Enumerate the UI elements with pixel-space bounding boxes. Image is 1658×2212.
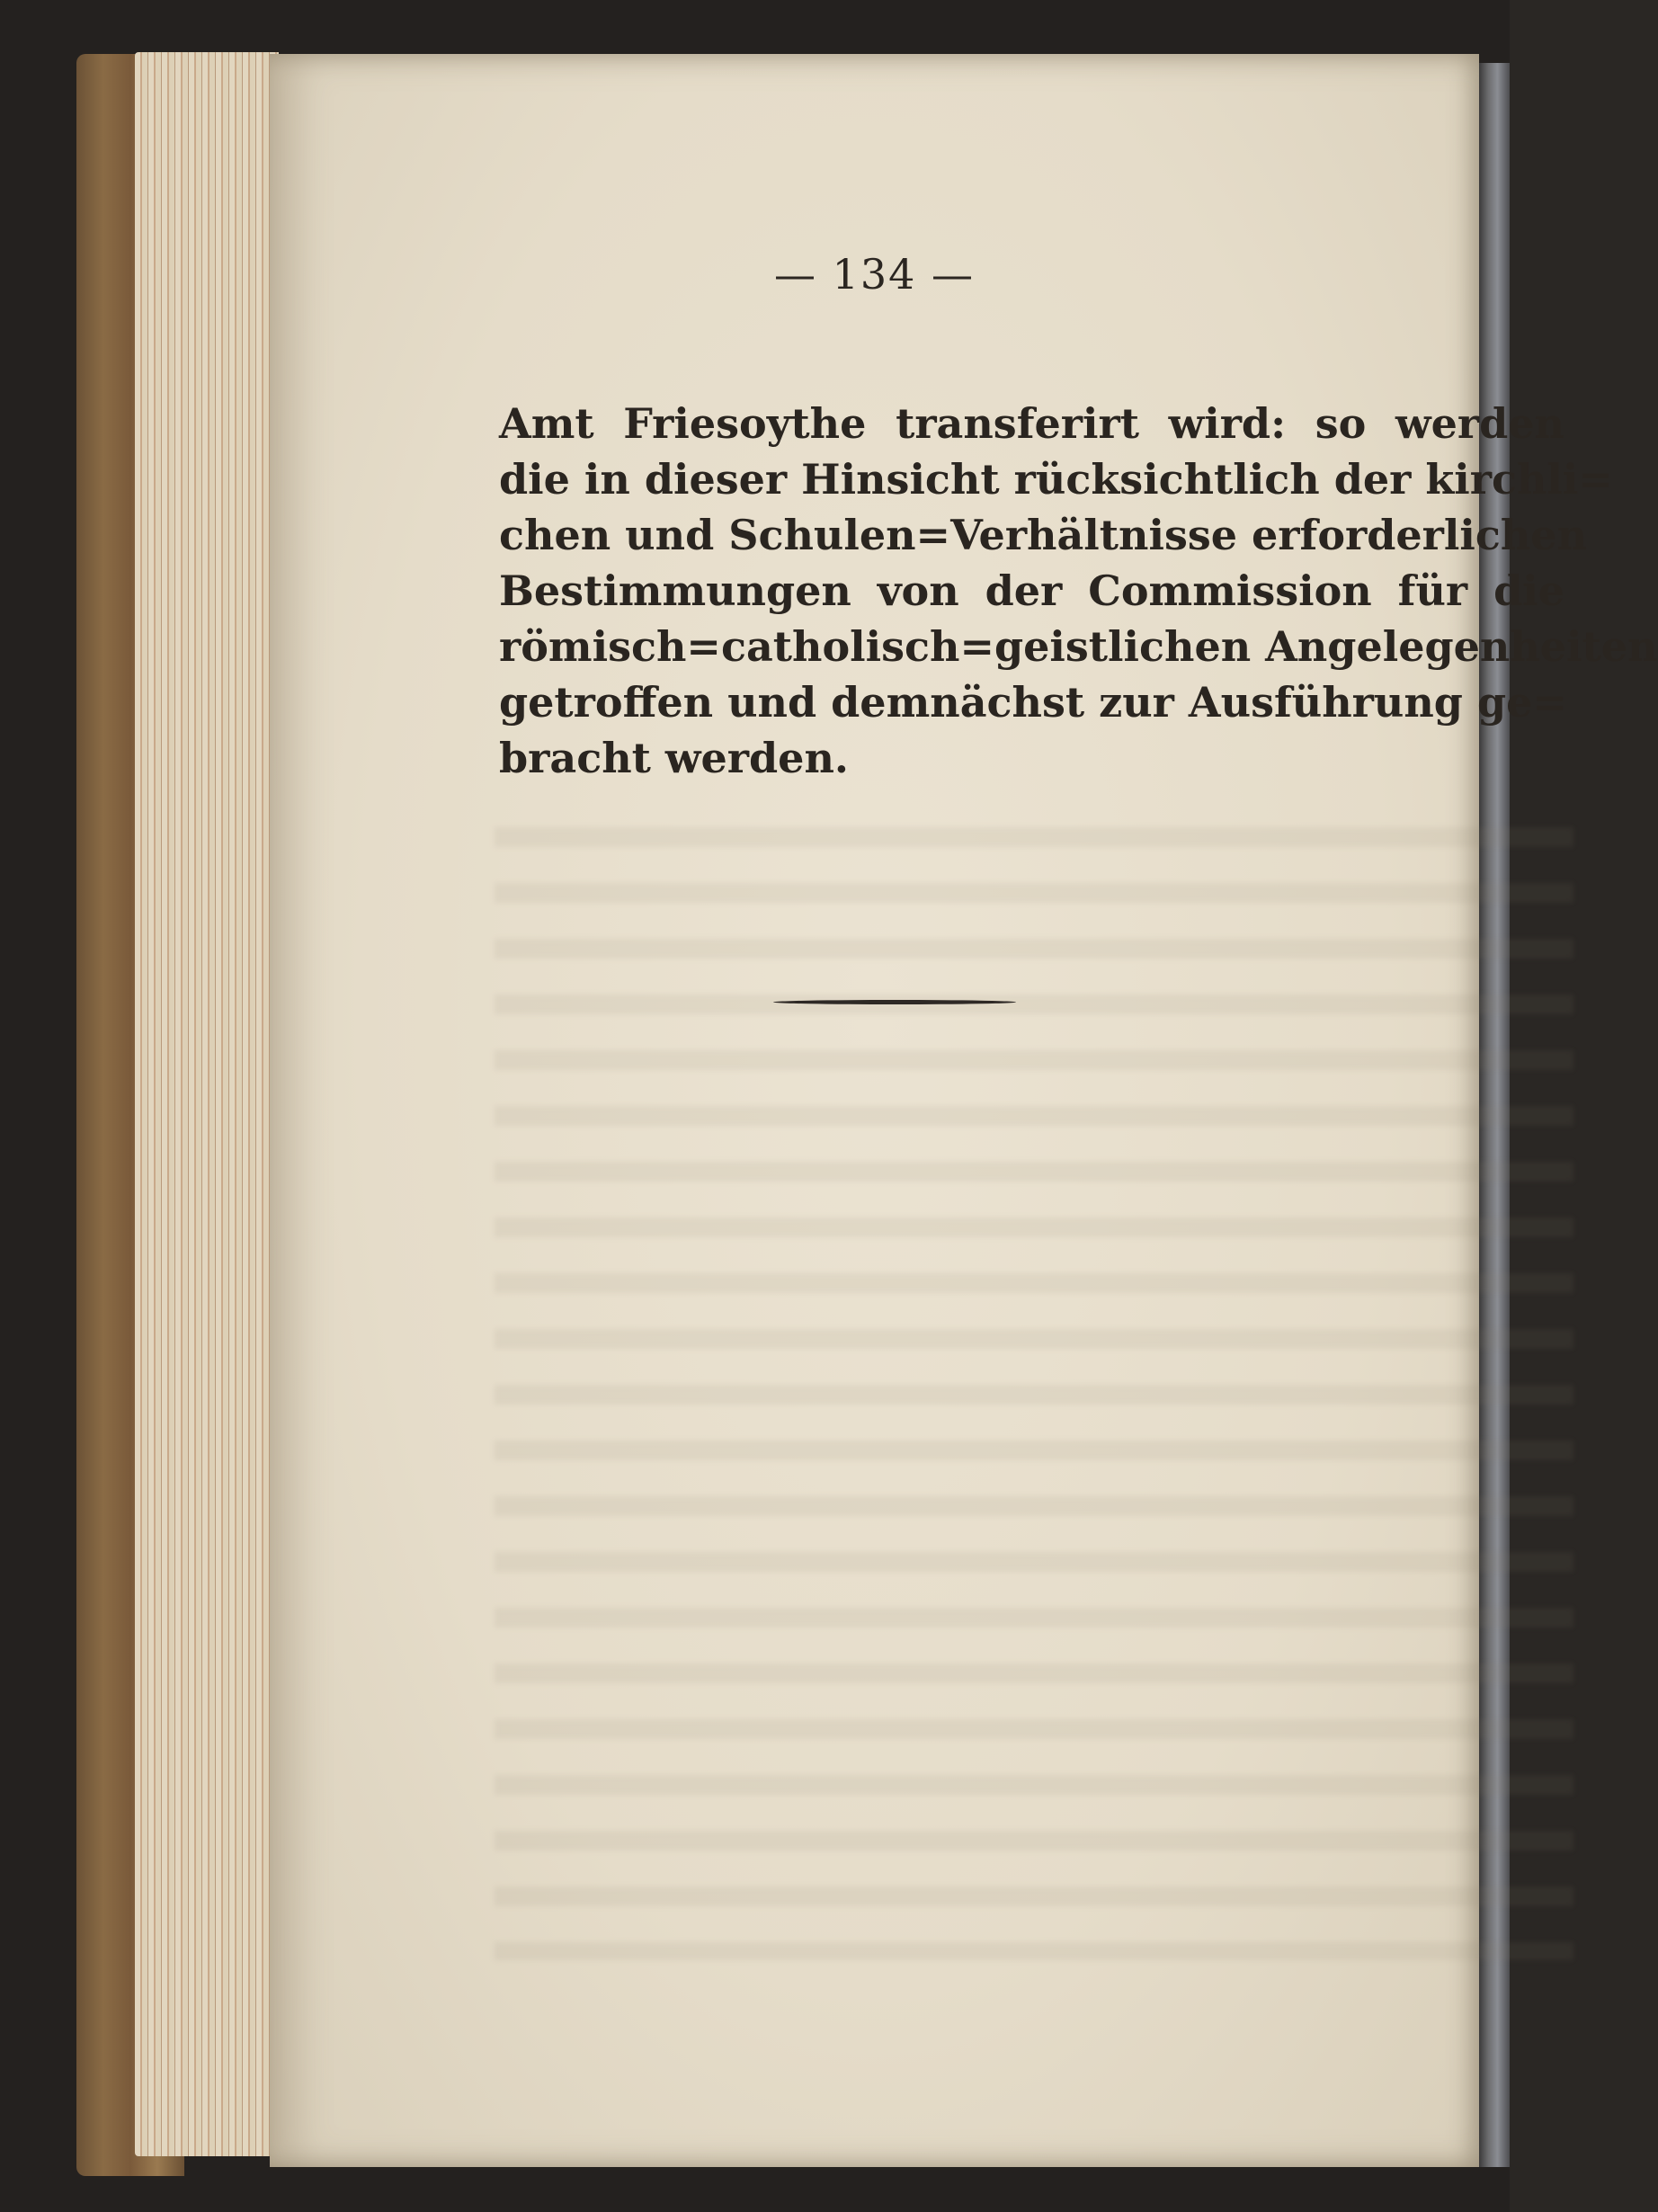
text-line: getroffen und demnächst zur Ausführung ge= — [499, 678, 1567, 727]
page-edges — [135, 52, 279, 2156]
page-number: — 134 — — [773, 250, 976, 299]
text-line: Bestimmungen von der Commission für die — [499, 566, 1564, 615]
text-line: römisch=catholisch=geistlichen Angelegenheiten — [499, 622, 1658, 671]
show-through-text — [495, 791, 1573, 1960]
text-line: bracht werden. — [499, 734, 849, 782]
text-line: die in dieser Hinsicht rücksichtlich der kirchli= — [499, 455, 1613, 504]
section-divider-rule — [773, 1000, 1016, 1004]
body-text — [499, 396, 1658, 786]
text-line: chen und Schulen=Verhältnisse erforderlichen — [499, 511, 1588, 559]
text-line: Amt Friesoythe transferirt wird: so werden — [499, 399, 1564, 448]
book-page — [270, 54, 1658, 2167]
